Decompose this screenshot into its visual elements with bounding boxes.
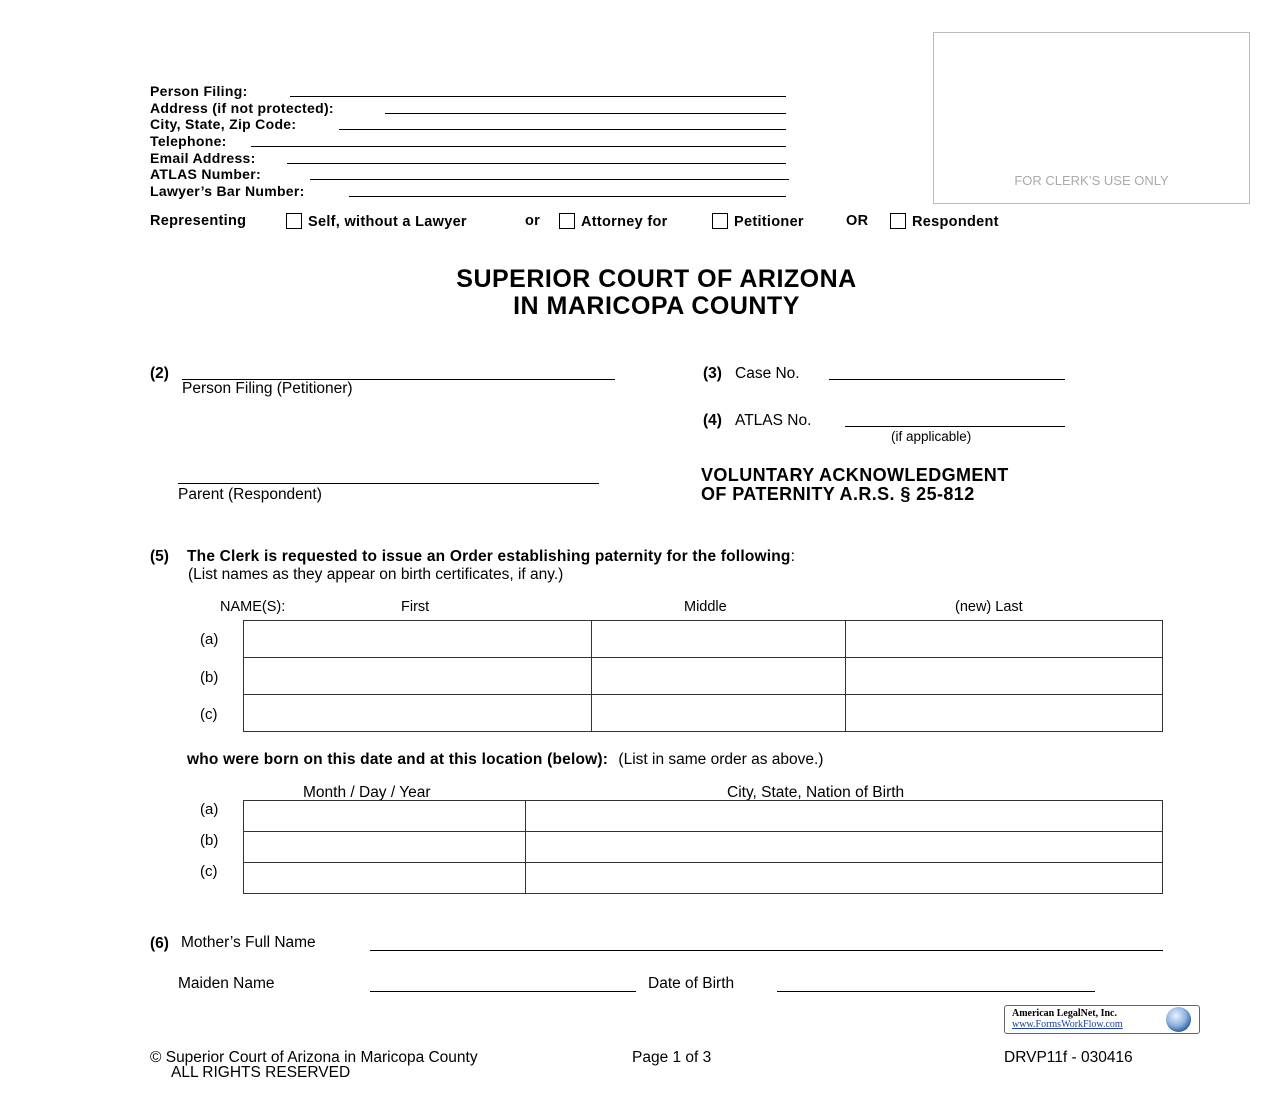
document-title-line1: VOLUNTARY ACKNOWLEDGMENT	[701, 465, 1009, 485]
logo-company-name: American LegalNet, Inc.	[1012, 1008, 1117, 1019]
date-of-birth-label: Date of Birth	[648, 975, 735, 992]
name-first-b[interactable]	[244, 658, 592, 695]
birth-row-label-c: (c)	[200, 863, 218, 880]
name-last-c[interactable]	[846, 695, 1163, 732]
field-person-filing-label: Person Filing:	[150, 83, 248, 99]
case-number-label: Case No.	[735, 365, 800, 382]
born-heading	[187, 751, 823, 769]
clerk-use-box	[933, 32, 1250, 204]
atlas-number-line[interactable]	[845, 426, 1065, 427]
or-text-2: OR	[846, 213, 869, 229]
mother-name-label: Mother’s Full Name	[181, 934, 316, 951]
table-row	[244, 621, 1163, 658]
col-last-header: (new) Last	[955, 599, 1023, 615]
footer-rights: ALL RIGHTS RESERVED	[171, 1064, 351, 1081]
footer-page-number: Page 1 of 3	[632, 1049, 712, 1066]
name-middle-c[interactable]	[592, 695, 846, 732]
table-row	[244, 695, 1163, 732]
checkbox-respondent[interactable]	[890, 213, 906, 229]
item-number-3: (3)	[703, 365, 722, 382]
field-bar-number-line[interactable]	[349, 196, 786, 197]
logo-url[interactable]: www.FormsWorkFlow.com	[1012, 1019, 1123, 1030]
date-of-birth-line[interactable]	[777, 991, 1095, 992]
atlas-number-label: ATLAS No.	[735, 412, 812, 429]
court-title-line1: SUPERIOR COURT OF ARIZONA	[456, 265, 857, 293]
section5-heading-text: The Clerk is requested to issue an Order establishing paternity for the following	[187, 548, 791, 565]
col-date-header: Month / Day / Year	[303, 784, 431, 801]
item-number-6: (6)	[150, 935, 169, 952]
field-email-line[interactable]	[287, 163, 786, 164]
option-petitioner-label: Petitioner	[734, 214, 804, 230]
table-row	[244, 801, 1163, 832]
col-middle-header: Middle	[684, 599, 727, 615]
footer-copyright: © Superior Court of Arizona in Maricopa County	[150, 1049, 478, 1066]
option-attorney[interactable]	[559, 213, 668, 230]
section5-subtext: (List names as they appear on birth certificates, if any.)	[188, 566, 564, 583]
document-title-line2: OF PATERNITY A.R.S. § 25-812	[701, 484, 975, 504]
checkbox-attorney[interactable]	[559, 213, 575, 229]
option-respondent-label: Respondent	[912, 214, 999, 230]
globe-icon	[1166, 1007, 1191, 1032]
names-row-label-b: (b)	[200, 669, 219, 686]
or-text-1: or	[525, 213, 541, 229]
field-atlas-line[interactable]	[310, 179, 789, 180]
item-number-5: (5)	[150, 548, 169, 565]
name-last-a[interactable]	[846, 621, 1163, 658]
table-row	[244, 832, 1163, 863]
option-attorney-label: Attorney for	[581, 214, 668, 230]
field-address-line[interactable]	[385, 113, 786, 114]
names-row-label-c: (c)	[200, 706, 218, 723]
maiden-name-label: Maiden Name	[178, 975, 275, 992]
table-row	[244, 863, 1163, 894]
names-row-label-a: (a)	[200, 631, 219, 648]
petitioner-label: Person Filing (Petitioner)	[182, 380, 353, 397]
col-first-header: First	[401, 599, 430, 615]
field-city-state-zip-line[interactable]	[339, 129, 786, 130]
birth-date-b[interactable]	[244, 832, 526, 863]
clerk-use-label: FOR CLERK’S USE ONLY	[1014, 173, 1169, 188]
respondent-name-line[interactable]	[178, 483, 599, 484]
item-number-2: (2)	[150, 365, 169, 382]
birth-date-a[interactable]	[244, 801, 526, 832]
field-telephone-line[interactable]	[251, 146, 786, 147]
col-place-header: City, State, Nation of Birth	[727, 784, 905, 801]
birth-place-b[interactable]	[526, 832, 1163, 863]
field-telephone-label: Telephone:	[150, 133, 227, 149]
name-middle-b[interactable]	[592, 658, 846, 695]
field-bar-number-label: Lawyer’s Bar Number:	[150, 183, 305, 199]
birth-table	[243, 800, 1163, 894]
name-last-b[interactable]	[846, 658, 1163, 695]
checkbox-petitioner[interactable]	[712, 213, 728, 229]
birth-row-label-a: (a)	[200, 801, 219, 818]
option-self[interactable]	[286, 213, 467, 230]
field-atlas-label: ATLAS Number:	[150, 166, 261, 182]
field-email-label: Email Address:	[150, 150, 256, 166]
option-petitioner[interactable]	[712, 213, 804, 230]
section5-heading	[187, 548, 795, 566]
names-label: NAME(S):	[220, 599, 286, 615]
birth-row-label-b: (b)	[200, 832, 219, 849]
if-applicable-note: (if applicable)	[891, 429, 972, 444]
birth-date-c[interactable]	[244, 863, 526, 894]
representing-label: Representing	[150, 213, 247, 229]
names-table	[243, 620, 1163, 732]
footer-form-id: DRVP11f - 030416	[1004, 1049, 1133, 1066]
field-city-state-zip-label: City, State, Zip Code:	[150, 116, 297, 132]
item-number-4: (4)	[703, 412, 722, 429]
section5-heading-colon: :	[790, 548, 795, 565]
birth-place-a[interactable]	[526, 801, 1163, 832]
name-first-c[interactable]	[244, 695, 592, 732]
maiden-name-line[interactable]	[370, 991, 636, 992]
born-heading-text: who were born on this date and at this location (below):	[187, 751, 609, 768]
respondent-label: Parent (Respondent)	[178, 486, 322, 503]
checkbox-self[interactable]	[286, 213, 302, 229]
mother-name-line[interactable]	[370, 950, 1163, 951]
case-number-line[interactable]	[829, 379, 1065, 380]
name-middle-a[interactable]	[592, 621, 846, 658]
field-address-label: Address (if not protected):	[150, 100, 334, 116]
option-self-label: Self, without a Lawyer	[308, 214, 467, 230]
court-title-line2: IN MARICOPA COUNTY	[513, 292, 800, 320]
legalnet-logo[interactable]	[1004, 1005, 1200, 1034]
born-heading-sub: (List in same order as above.)	[618, 751, 824, 768]
option-respondent[interactable]	[890, 213, 999, 230]
name-first-a[interactable]	[244, 621, 592, 658]
birth-place-c[interactable]	[526, 863, 1163, 894]
table-row	[244, 658, 1163, 695]
field-person-filing-line[interactable]	[290, 96, 786, 97]
